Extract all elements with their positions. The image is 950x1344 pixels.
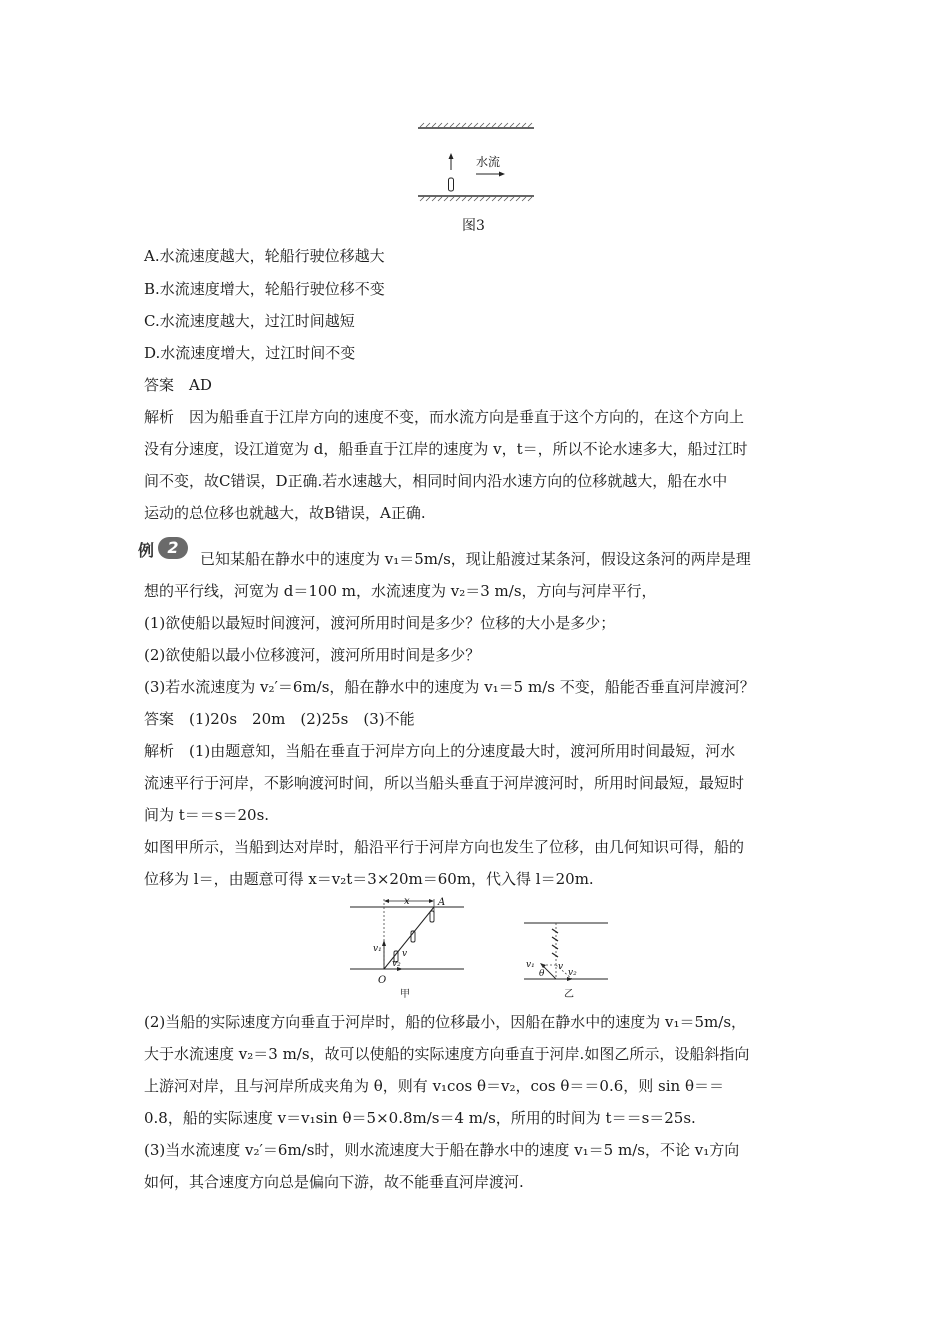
label-v1-yi: v₁	[526, 960, 535, 970]
example-line-2: 想的平行线，河宽为 d＝100 m，水流速度为 v₂＝3 m/s，方向与河岸平行，	[144, 582, 657, 600]
figure-jia	[348, 893, 466, 1003]
example-badge-label: 例	[138, 541, 155, 560]
option-a: A.水流速度越大，轮船行驶位移越大	[144, 247, 385, 265]
example-line-1: 已知某船在静水中的速度为 v₁＝5m/s，现让船渡过某条河，假设这条河的两岸是理	[200, 550, 751, 568]
example-badge-number: 2	[158, 537, 188, 559]
analysis-1-line-2: 没有分速度，设江道宽为 d，船垂直于江岸的速度为 v，t＝，所以不论水速多大，船过江时	[144, 440, 748, 458]
analysis-2-line-2: 流速平行于河岸，不影响渡河时间，所以当船头垂直于河岸渡河时，所用时间最短，最短时	[144, 774, 745, 792]
answer-2: 答案 (1)20s 20m (2)25s (3)不能	[144, 710, 415, 728]
label-theta: θ	[539, 969, 545, 979]
analysis-1-line-1: 解析 因为船垂直于江岸方向的速度不变，而水流方向是垂直于这个方向的，在这个方向上	[144, 408, 745, 426]
label-v-jia: v	[402, 949, 408, 959]
label-v2-jia: v₂	[392, 959, 401, 969]
option-c: C.水流速度越大，过江时间越短	[144, 312, 355, 330]
analysis-2-line-1: 解析 (1)由题意知，当船在垂直于河岸方向上的分速度最大时，渡河所用时间最短，河水	[144, 742, 736, 760]
figure-yi	[520, 913, 612, 1005]
analysis-3-line-1: (2)当船的实际速度方向垂直于河岸时，船的位移最小，因船在静水中的速度为 v₁＝5m/s，	[144, 1013, 747, 1031]
analysis-3-line-6: 如何，其合速度方向总是偏向下游，故不能垂直河岸渡河.	[144, 1173, 524, 1191]
figure-jia-caption: 甲	[400, 989, 410, 1000]
analysis-1-line-3: 间不变，故C错误，D正确.若水速越大，相同时间内沿水速方向的位移就越大，船在水中	[144, 472, 728, 490]
label-v2-yi: v₂	[568, 968, 577, 978]
analysis-2-line-5: 位移为 l＝，由题意可得 x＝v₂t＝3×20m＝60m，代入得 l＝20m.	[144, 870, 594, 888]
figure-yi-caption: 乙	[564, 989, 574, 1000]
analysis-3-line-5: (3)当水流速度 v₂′＝6m/s时，则水流速度大于船在静水中的速度 v₁＝5 m/s，不论 v₁方向	[144, 1141, 740, 1159]
label-v-yi: v	[558, 962, 564, 972]
analysis-3-line-2: 大于水流速度 v₂＝3 m/s，故可以使船的实际速度方向垂直于河岸.如图乙所示，设船斜指向	[144, 1045, 750, 1063]
analysis-1-line-4: 运动的总位移也就越大，故B错误，A正确.	[144, 504, 426, 522]
figure-3	[410, 118, 540, 208]
label-A: A	[438, 897, 446, 908]
answer-1: 答案 AD	[144, 376, 212, 394]
example-question-2: (2)欲使船以最小位移渡河，渡河所用时间是多少？	[144, 646, 481, 664]
water-flow-label: 水流	[476, 155, 501, 169]
option-d: D.水流速度增大，过江时间不变	[144, 344, 356, 362]
option-b: B.水流速度增大，轮船行驶位移不变	[144, 280, 385, 298]
example-question-1: (1)欲使船以最短时间渡河，渡河所用时间是多少？位移的大小是多少；	[144, 614, 616, 632]
analysis-3-line-3: 上游河对岸，且与河岸所成夹角为 θ，则有 v₁cos θ＝v₂，cos θ＝＝0.6，则 sin θ＝＝	[144, 1077, 724, 1095]
example-question-3: (3)若水流速度为 v₂′＝6m/s，船在静水中的速度为 v₁＝5 m/s 不变，船能否垂直河岸渡河？	[144, 678, 755, 696]
analysis-2-line-3: 间为 t＝＝s＝20s.	[144, 806, 270, 824]
analysis-2-line-4: 如图甲所示，当船到达对岸时，船沿平行于河岸方向也发生了位移，由几何知识可得，船的	[144, 838, 745, 856]
figure-3-caption: 图3	[462, 218, 485, 234]
analysis-3-line-4: 0.8，船的实际速度 v＝v₁sin θ＝5×0.8m/s＝4 m/s，所用的时间为 t＝＝s＝25s.	[144, 1109, 696, 1127]
label-v1-jia: v₁	[373, 944, 382, 954]
label-x: x	[404, 896, 410, 907]
label-O: O	[378, 975, 387, 986]
